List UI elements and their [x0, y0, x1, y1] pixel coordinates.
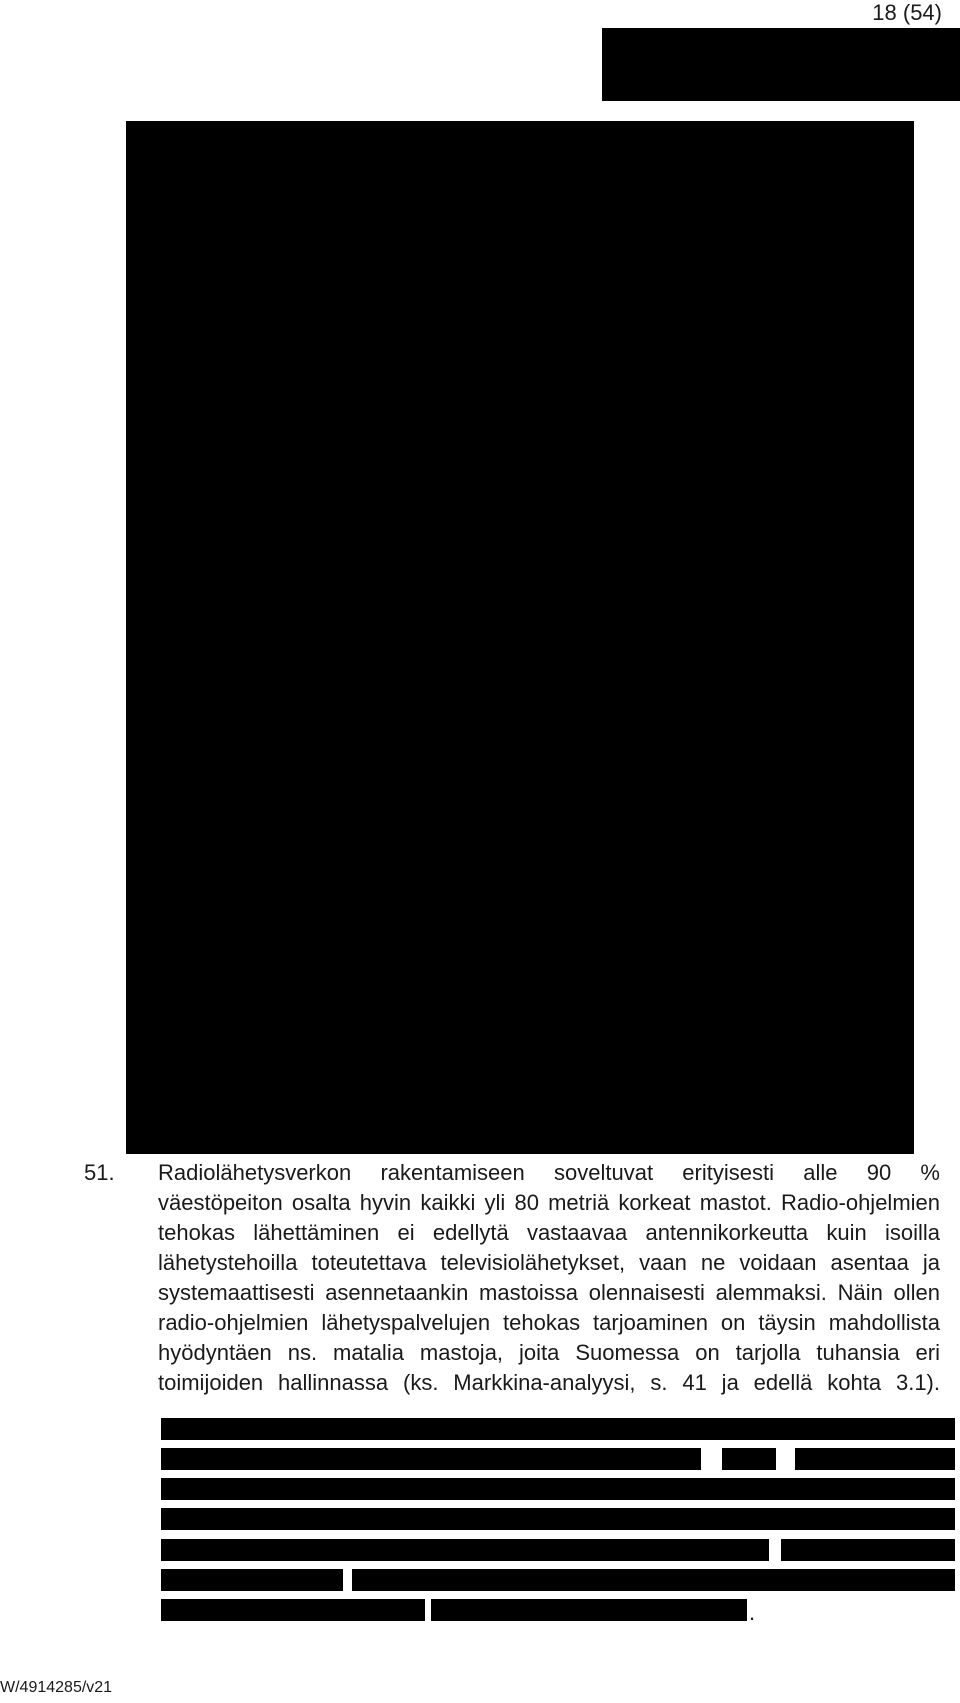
redaction-line — [722, 1448, 776, 1470]
page-number: 18 (54) — [872, 0, 942, 25]
paragraph-line: lähetystehoilla toteutettava televisiolähetykset, vaan ne voidaan asentaa ja — [158, 1250, 940, 1275]
redaction-line — [161, 1539, 769, 1561]
redaction-line — [795, 1448, 955, 1470]
document-id: W/4914285/v21 — [0, 1679, 113, 1696]
redaction-line — [781, 1539, 955, 1561]
paragraph-line: toimijoiden hallinnassa (ks. Markkina-analyysi, s. 41 ja edellä kohta 3.1). — [158, 1370, 940, 1395]
trailing-period: . — [749, 1600, 756, 1625]
redaction-line — [161, 1418, 955, 1440]
paragraph-number: 51. — [84, 1160, 115, 1185]
redaction-line — [161, 1448, 701, 1470]
paragraph-line: Radiolähetysverkon rakentamiseen soveltuvat erityisesti alle 90 % — [158, 1160, 940, 1185]
redaction-line — [161, 1599, 425, 1621]
redaction-line — [431, 1599, 747, 1621]
paragraph-line: väestöpeiton osalta hyvin kaikki yli 80 metriä korkeat mastot. Radio-ohjelmien — [158, 1190, 940, 1215]
paragraph-line: systemaattisesti asennetaankin mastoissa olennaisesti alemmaksi. Näin ollen — [158, 1280, 940, 1305]
redaction-block-main — [126, 121, 914, 1154]
paragraph-line: hyödyntäen ns. matalia mastoja, joita Suomessa on tarjolla tuhansia eri — [158, 1340, 940, 1365]
redaction-line — [352, 1569, 955, 1591]
paragraph-line: radio-ohjelmien lähetyspalvelujen tehokas tarjoaminen on täysin mahdollista — [158, 1310, 940, 1335]
paragraph-line: tehokas lähettäminen ei edellytä vastaavaa antennikorkeutta kuin isoilla — [158, 1220, 940, 1245]
paragraph-body — [158, 1158, 940, 1398]
redaction-block-header — [602, 28, 960, 101]
redaction-line — [161, 1478, 955, 1500]
redaction-line — [161, 1508, 955, 1530]
redaction-line — [161, 1569, 343, 1591]
